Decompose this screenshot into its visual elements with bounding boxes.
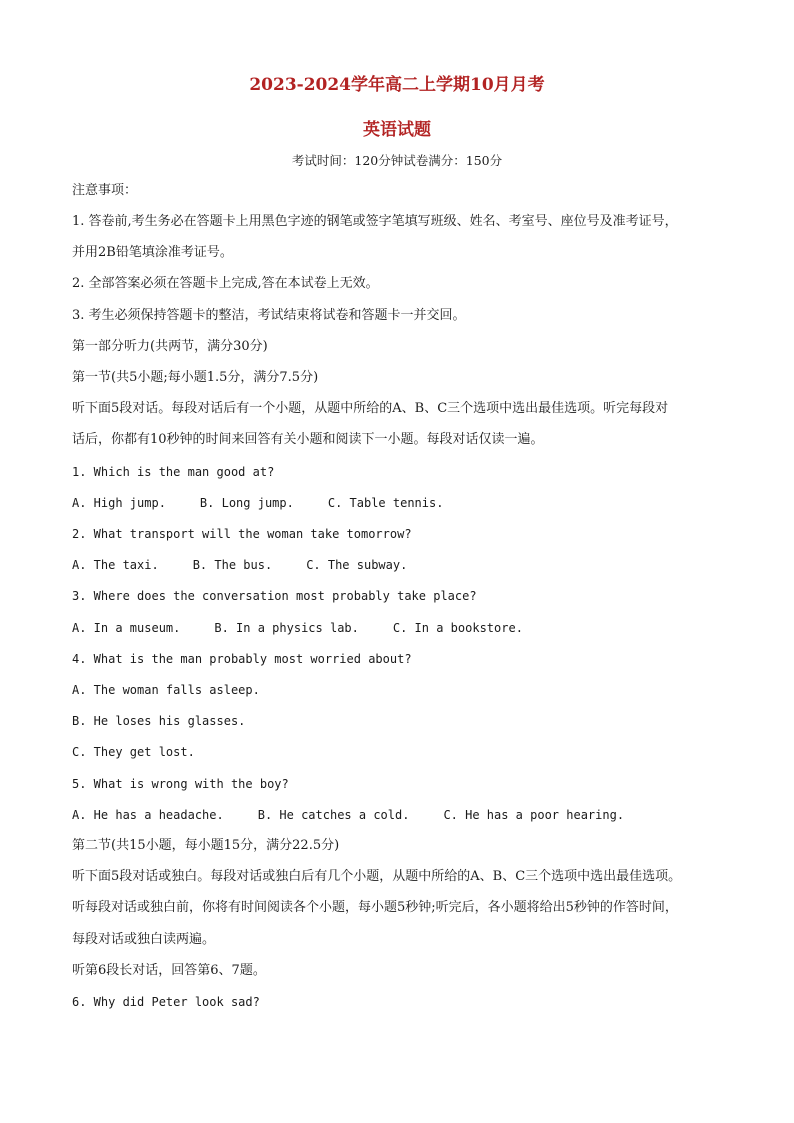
note-item-1: 1. 答卷前,考生务必在答题卡上用黑色字迹的钢笔或签字笔填写班级、姓名、考室号、座位号及准考证号， (72, 214, 678, 229)
question-3-option-c: C. In a bookstore. (392, 621, 523, 635)
question-2-option-b: B. The bus. (192, 558, 273, 572)
question-5-option-a: A. He has a headache. (72, 808, 224, 822)
question-3-stem: 3. Where does the conversation most probably take place? (72, 589, 477, 603)
question-4-option-a: A. The woman falls asleep. (72, 683, 260, 697)
section2-instructions: 听下面5段对话或独白。每段对话或独白后有几个小题，从题中所给的A、B、C三个选项中选出最佳选项。 (72, 869, 682, 884)
question-5-option-c: C. He has a poor hearing. (443, 808, 625, 822)
question-2-options (72, 556, 732, 574)
note-item-1-cont: 并用2B铅笔填涂准考证号。 (72, 245, 233, 260)
question-5-option-b: B. He catches a cold. (257, 808, 410, 822)
question-5-stem: 5. What is wrong with the boy? (72, 777, 289, 791)
section2-instructions-end: 每段对话或独白读两遍。 (72, 932, 216, 947)
section1-heading: 第一节(共5小题;每小题1.5分，满分7.5分) (72, 370, 319, 385)
question-6-stem: 6. Why did Peter look sad? (72, 995, 260, 1009)
part1-heading: 第一部分听力(共两节，满分30分) (72, 339, 268, 354)
question-2-stem: 2. What transport will the woman take tomorrow? (72, 527, 412, 541)
question-1-stem: 1. Which is the man good at? (72, 465, 275, 479)
note-item-2: 2. 全部答案必须在答题卡上完成,答在本试卷上无效。 (72, 276, 379, 291)
section2-instructions-cont: 听每段对话或独白前，你将有时间阅读各个小题，每小题5秒钟;听完后，各小题将给出5秒钟的作答时间， (72, 900, 678, 915)
question-1-options (72, 494, 732, 512)
question-3-option-b: B. In a physics lab. (214, 621, 359, 635)
exam-subject: 英语试题 (363, 120, 431, 140)
exam-title: 2023-2024学年高二上学期10月月考 (249, 75, 545, 95)
question-2-option-c: C. The subway. (306, 558, 408, 572)
section2-heading: 第二节(共15小题，每小题15分，满分22.5分) (72, 838, 340, 853)
question-1-option-a: A. High jump. (72, 496, 166, 510)
exam-time-score: 考试时间：120分钟试卷满分：150分 (291, 153, 503, 168)
question-1-option-b: B. Long jump. (199, 496, 294, 510)
dialog-6-intro: 听第6段长对话，回答第6、7题。 (72, 963, 266, 978)
question-4-stem: 4. What is the man probably most worried about? (72, 652, 412, 666)
question-1-option-c: C. Table tennis. (327, 496, 444, 510)
note-item-3: 3. 考生必须保持答题卡的整洁，考试结束将试卷和答题卡一并交回。 (72, 308, 466, 323)
question-4-option-b: B. He loses his glasses. (72, 714, 246, 728)
question-3-options (72, 619, 732, 637)
section1-instructions-cont: 话后，你都有10秒钟的时间来回答有关小题和阅读下一小题。每段对话仅读一遍。 (72, 432, 544, 447)
notes-heading: 注意事项： (72, 183, 138, 198)
section1-instructions: 听下面5段对话。每段对话后有一个小题，从题中所给的A、B、C三个选项中选出最佳选项。听完每段对 (72, 401, 669, 416)
question-3-option-a: A. In a museum. (72, 621, 181, 635)
question-2-option-a: A. The taxi. (72, 558, 159, 572)
question-5-options (72, 806, 732, 824)
question-4-option-c: C. They get lost. (72, 745, 195, 759)
